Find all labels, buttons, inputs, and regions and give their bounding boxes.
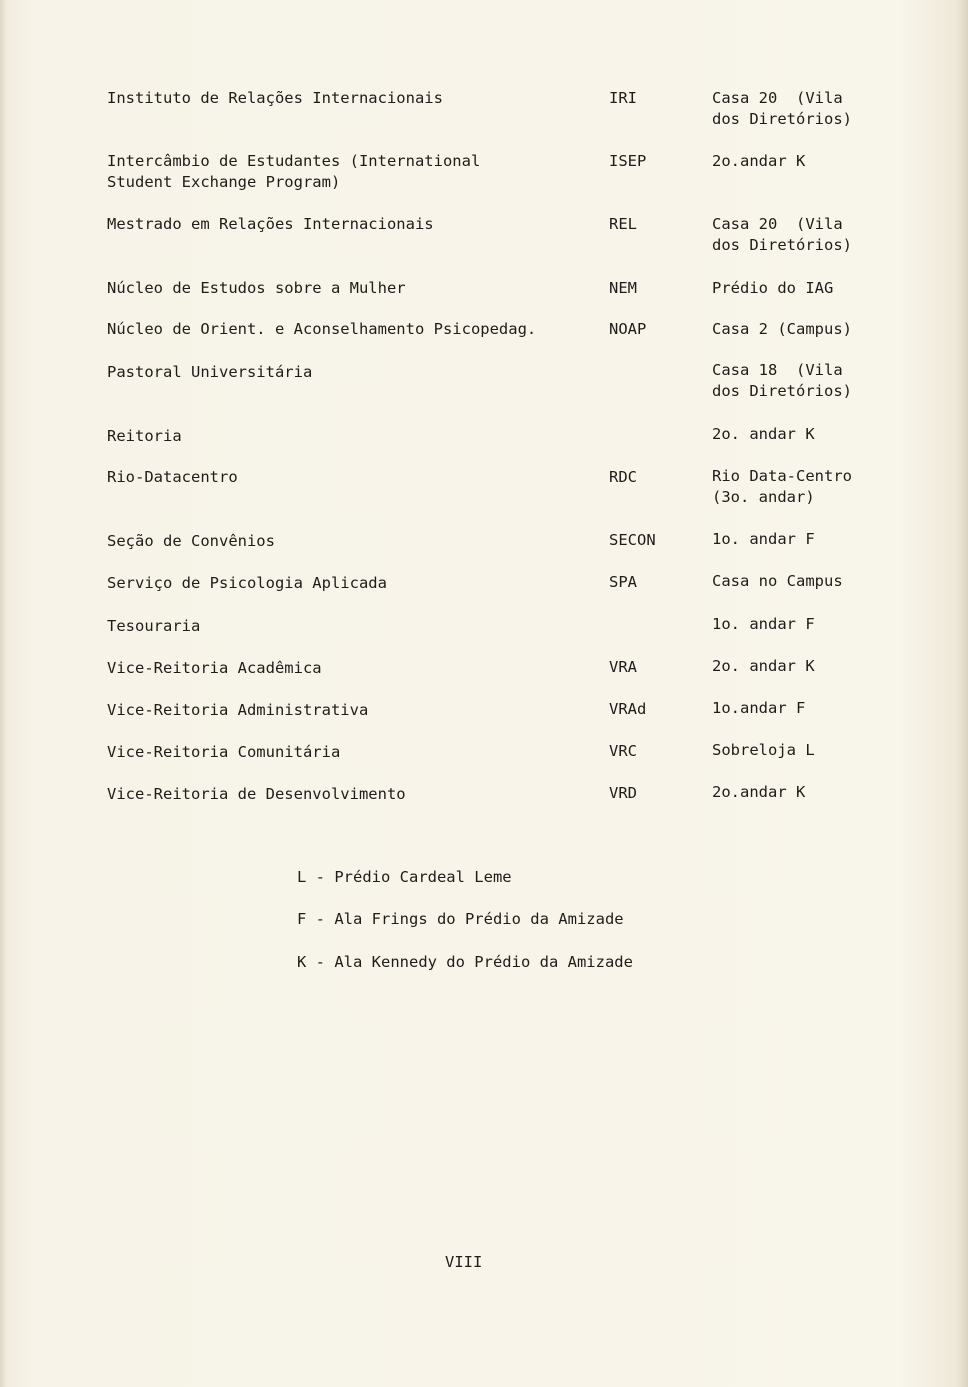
entry-location: Casa 18 (Vila dos Diretórios): [712, 361, 852, 400]
entry-abbreviation: REL: [609, 215, 637, 233]
entry-name: Núcleo de Orient. e Aconselhamento Psicopedag.: [107, 320, 537, 338]
legend-item-frings: F - Ala Frings do Prédio da Amizade: [297, 910, 624, 928]
entry-abbreviation: NOAP: [609, 320, 647, 338]
entry-location: Casa no Campus: [712, 572, 843, 590]
entry-name: Vice-Reitoria Acadêmica: [107, 659, 322, 677]
entry-abbreviation: VRA: [609, 658, 637, 676]
page-right-edge-shadow: [956, 0, 968, 1387]
entry-name: Seção de Convênios: [107, 532, 275, 550]
entry-abbreviation: IRI: [609, 89, 637, 107]
entry-name: Rio-Datacentro: [107, 468, 238, 486]
legend-item-leme: L - Prédio Cardeal Leme: [297, 868, 512, 886]
entry-name: Vice-Reitoria Comunitária: [107, 743, 341, 761]
entry-name: Reitoria: [107, 427, 182, 445]
entry-abbreviation: ISEP: [609, 152, 647, 170]
entry-name: Instituto de Relações Internacionais: [107, 89, 443, 107]
entry-abbreviation: SPA: [609, 573, 637, 591]
entry-location: 1o. andar F: [712, 530, 815, 548]
entry-name: Tesouraria: [107, 617, 201, 635]
entry-abbreviation: VRD: [609, 784, 637, 802]
page-number: VIII: [445, 1253, 483, 1271]
entry-name: Mestrado em Relações Internacionais: [107, 215, 434, 233]
entry-location: Prédio do IAG: [712, 279, 834, 297]
legend-item-kennedy: K - Ala Kennedy do Prédio da Amizade: [297, 953, 633, 971]
entry-abbreviation: SECON: [609, 531, 656, 549]
entry-name: Núcleo de Estudos sobre a Mulher: [107, 279, 406, 297]
entry-name: Serviço de Psicologia Aplicada: [107, 574, 387, 592]
entry-abbreviation: RDC: [609, 468, 637, 486]
entry-location: 2o. andar K: [712, 425, 815, 443]
entry-abbreviation: NEM: [609, 279, 637, 297]
entry-abbreviation: VRC: [609, 742, 637, 760]
entry-name: Pastoral Universitária: [107, 363, 313, 381]
entry-location: Sobreloja L: [712, 741, 815, 759]
entry-location: 1o.andar F: [712, 699, 806, 717]
entry-location: 2o. andar K: [712, 657, 815, 675]
entry-location: Casa 20 (Vila dos Diretórios): [712, 215, 852, 254]
entry-location: Casa 2 (Campus): [712, 320, 852, 338]
entry-name: Intercâmbio de Estudantes (International Student Exchange Program): [107, 152, 481, 191]
entry-location: 2o.andar K: [712, 152, 806, 170]
entry-location: Casa 20 (Vila dos Diretórios): [712, 89, 852, 128]
entry-name: Vice-Reitoria de Desenvolvimento: [107, 785, 406, 803]
entry-location: 2o.andar K: [712, 783, 806, 801]
entry-name: Vice-Reitoria Administrativa: [107, 701, 369, 719]
entry-abbreviation: VRAd: [609, 700, 647, 718]
entry-location: Rio Data-Centro (3o. andar): [712, 467, 852, 506]
page-left-edge-shadow: [0, 0, 6, 1387]
entry-location: 1o. andar F: [712, 615, 815, 633]
